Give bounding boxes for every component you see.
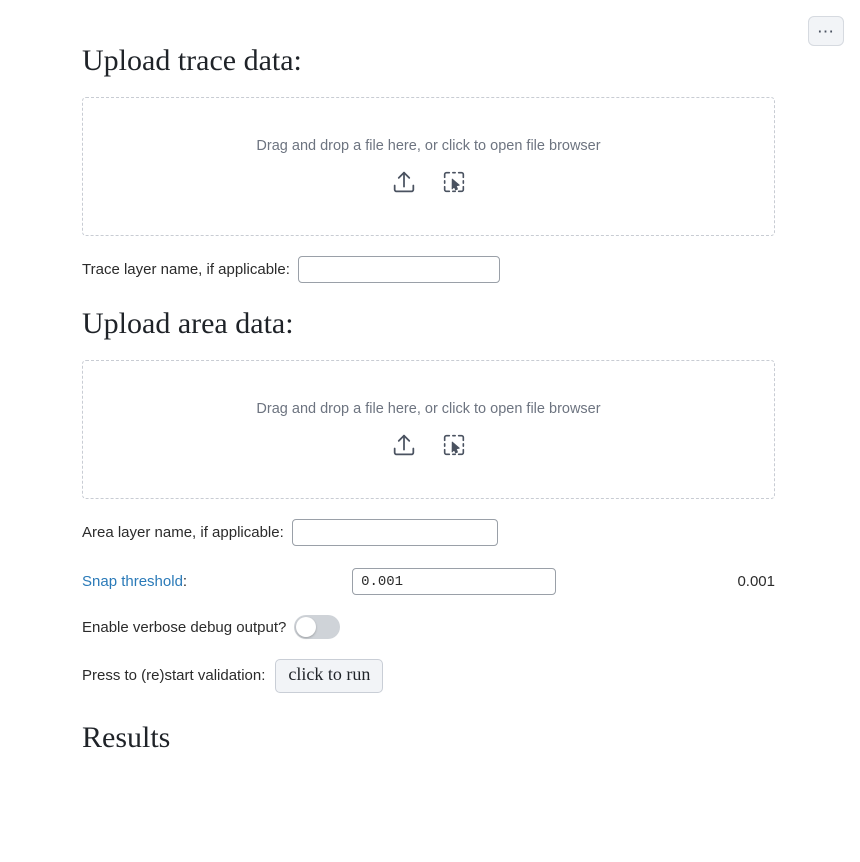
run-validation-label: Press to (re)start validation: bbox=[82, 667, 266, 685]
debug-toggle-switch[interactable] bbox=[294, 615, 340, 639]
run-validation-button[interactable]: click to run bbox=[275, 659, 383, 693]
trace-file-dropzone[interactable] bbox=[82, 97, 775, 236]
area-layer-row bbox=[82, 519, 776, 546]
area-section-title: Upload area data: bbox=[82, 307, 294, 340]
area-dropzone-text: Drag and drop a file here, or click to open file browser bbox=[256, 400, 601, 417]
trace-layer-input[interactable] bbox=[298, 256, 500, 283]
upload-icon bbox=[390, 431, 418, 459]
trace-dropzone-icons bbox=[390, 168, 468, 196]
trace-section-title: Upload trace data: bbox=[82, 44, 302, 77]
trace-dropzone-text: Drag and drop a file here, or click to open file browser bbox=[256, 137, 601, 154]
select-cursor-icon bbox=[440, 431, 468, 459]
debug-toggle-label: Enable verbose debug output? bbox=[82, 618, 287, 636]
run-validation-row bbox=[82, 659, 776, 693]
snap-threshold-row bbox=[82, 568, 775, 595]
snap-threshold-input[interactable] bbox=[352, 568, 556, 595]
area-layer-label: Area layer name, if applicable: bbox=[82, 524, 284, 541]
debug-toggle-row bbox=[82, 615, 776, 639]
area-layer-input[interactable] bbox=[292, 519, 498, 546]
results-title: Results bbox=[82, 720, 171, 754]
toggle-knob bbox=[296, 617, 316, 637]
area-dropzone-icons bbox=[390, 431, 468, 459]
ellipsis-icon: ⋯ bbox=[817, 21, 835, 41]
snap-threshold-value: 0.001 bbox=[737, 573, 775, 590]
upload-icon bbox=[390, 168, 418, 196]
trace-layer-label: Trace layer name, if applicable: bbox=[82, 261, 290, 278]
area-file-dropzone[interactable] bbox=[82, 360, 775, 499]
snap-threshold-colon: : bbox=[182, 573, 188, 590]
snap-threshold-link[interactable]: Snap threshold bbox=[82, 573, 183, 590]
trace-layer-row bbox=[82, 256, 776, 283]
select-cursor-icon bbox=[440, 168, 468, 196]
overflow-menu-button[interactable] bbox=[808, 16, 844, 46]
snap-threshold-label bbox=[82, 573, 187, 590]
